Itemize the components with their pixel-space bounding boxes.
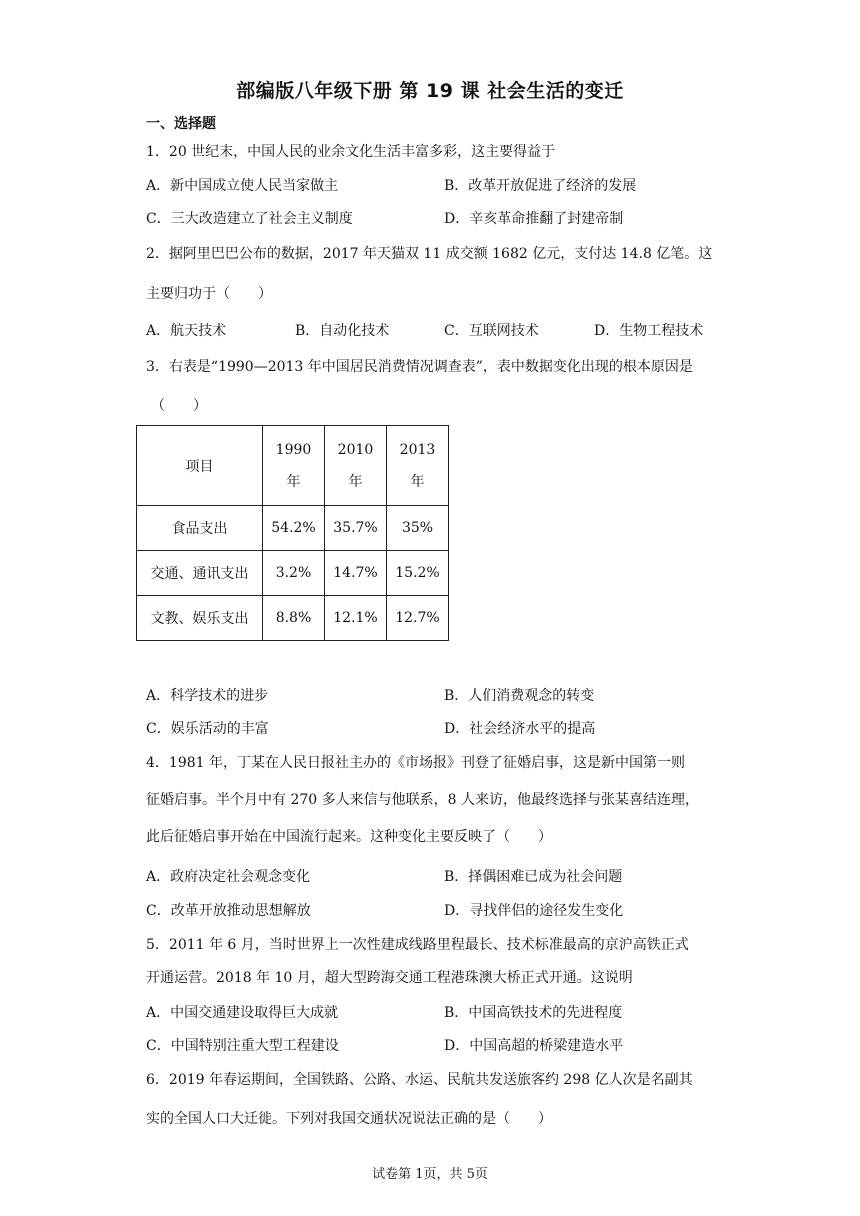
question-5-text-line-1: 5．2011 年 6 月，当时世界上一次性建成线路里程最长、技术标准最高的京沪高铁正式 xyxy=(146,937,689,953)
question-4-text-line-1: 4．1981 年，丁某在人民日报社主办的《市场报》刊登了征婚启事，这是新中国第一则 xyxy=(146,755,685,771)
question-1-option-c[interactable]: C．三大改造建立了社会主义制度 xyxy=(146,211,353,227)
question-3-text-line-2: （ ） xyxy=(151,398,207,414)
question-4-option-b[interactable]: B．择偶困难已成为社会问题 xyxy=(444,869,623,885)
question-2-option-a[interactable]: A．航天技术 xyxy=(146,323,227,339)
table-row xyxy=(137,551,449,596)
question-2-option-b[interactable]: B．自动化技术 xyxy=(295,323,390,339)
table-cell: 12.7% xyxy=(387,596,449,641)
table-cell: 交通、通讯支出 xyxy=(137,551,263,596)
table-header-year: 2013 xyxy=(399,441,436,458)
table-header-cell: 项目 xyxy=(137,426,263,506)
question-4-text-line-3: 此后征婚启事开始在中国流行起来。这种变化主要反映了（ ） xyxy=(146,829,552,845)
question-2-text-line-1: 2．据阿里巴巴公布的数据，2017 年天猫双 11 成交额 1682 亿元，支付达 14.8 亿笔。这 xyxy=(146,246,713,262)
question-1-option-b[interactable]: B．改革开放促进了经济的发展 xyxy=(444,178,637,194)
question-3-option-b[interactable]: B．人们消费观念的转变 xyxy=(444,688,595,704)
table-cell: 54.2% xyxy=(263,506,325,551)
question-3-text-line-1: 3．右表是“1990—2013 年中国居民消费情况调查表”，表中数据变化出现的根本原因是 xyxy=(146,359,693,375)
table-cell: 12.1% xyxy=(325,596,387,641)
table-header-cell xyxy=(387,426,449,506)
question-4-option-a[interactable]: A．政府决定社会观念变化 xyxy=(146,869,311,885)
question-4-option-c[interactable]: C．改革开放推动思想解放 xyxy=(146,903,311,919)
question-3-option-c[interactable]: C．娱乐活动的丰富 xyxy=(146,721,269,737)
table-header-cell xyxy=(325,426,387,506)
page-title: 部编版八年级下册 第 19 课 社会生活的变迁 xyxy=(236,80,624,102)
table-header-cell xyxy=(263,426,325,506)
table-header-year: 1990 xyxy=(275,441,312,458)
page-footer: 试卷第 1页，共 5页 xyxy=(372,1167,488,1182)
question-5-option-a[interactable]: A．中国交通建设取得巨大成就 xyxy=(146,1005,339,1021)
table-header-year-unit: 年 xyxy=(348,473,363,490)
table-header-row xyxy=(137,426,449,506)
table-cell: 文教、娱乐支出 xyxy=(137,596,263,641)
question-4-text-line-2: 征婚启事。半个月中有 270 多人来信与他联系，8 人来访，他最终选择与张某喜结连理， xyxy=(146,792,699,808)
question-6-text-line-1: 6．2019 年春运期间，全国铁路、公路、水运、民航共发送旅客约 298 亿人次是名副其 xyxy=(146,1072,693,1088)
question-4-option-d[interactable]: D．寻找伴侣的途径发生变化 xyxy=(444,903,624,919)
consumption-survey-table xyxy=(136,425,449,641)
question-2-option-d[interactable]: D．生物工程技术 xyxy=(594,323,704,339)
question-5-option-d[interactable]: D．中国高超的桥梁建造水平 xyxy=(444,1038,624,1054)
table-cell: 35.7% xyxy=(325,506,387,551)
table-cell: 15.2% xyxy=(387,551,449,596)
question-1-option-d[interactable]: D．辛亥革命推翻了封建帝制 xyxy=(444,211,624,227)
table-cell: 14.7% xyxy=(325,551,387,596)
table-cell: 35% xyxy=(387,506,449,551)
question-3-option-d[interactable]: D．社会经济水平的提高 xyxy=(444,721,596,737)
question-3-option-a[interactable]: A．科学技术的进步 xyxy=(146,688,269,704)
table-header-year-unit: 年 xyxy=(286,473,301,490)
table-header-year-unit: 年 xyxy=(410,473,425,490)
question-1-option-a[interactable]: A．新中国成立使人民当家做主 xyxy=(146,178,339,194)
question-2-text-line-2: 主要归功于（ ） xyxy=(146,286,272,302)
section-heading: 一、选择题 xyxy=(146,116,216,132)
table-header-year: 2010 xyxy=(337,441,374,458)
question-2-option-c[interactable]: C．互联网技术 xyxy=(444,323,539,339)
question-5-option-b[interactable]: B．中国高铁技术的先进程度 xyxy=(444,1005,623,1021)
table-cell: 3.2% xyxy=(263,551,325,596)
table-cell: 食品支出 xyxy=(137,506,263,551)
table-cell: 8.8% xyxy=(263,596,325,641)
table-row xyxy=(137,596,449,641)
table-row xyxy=(137,506,449,551)
question-5-option-c[interactable]: C．中国特别注重大型工程建设 xyxy=(146,1038,339,1054)
question-1-text: 1．20 世纪末，中国人民的业余文化生活丰富多彩，这主要得益于 xyxy=(146,144,556,160)
question-5-text-line-2: 开通运营。2018 年 10 月，超大型跨海交通工程港珠澳大桥正式开通。这说明 xyxy=(146,970,633,986)
question-6-text-line-2: 实的全国人口大迁徙。下列对我国交通状况说法正确的是（ ） xyxy=(146,1111,552,1127)
